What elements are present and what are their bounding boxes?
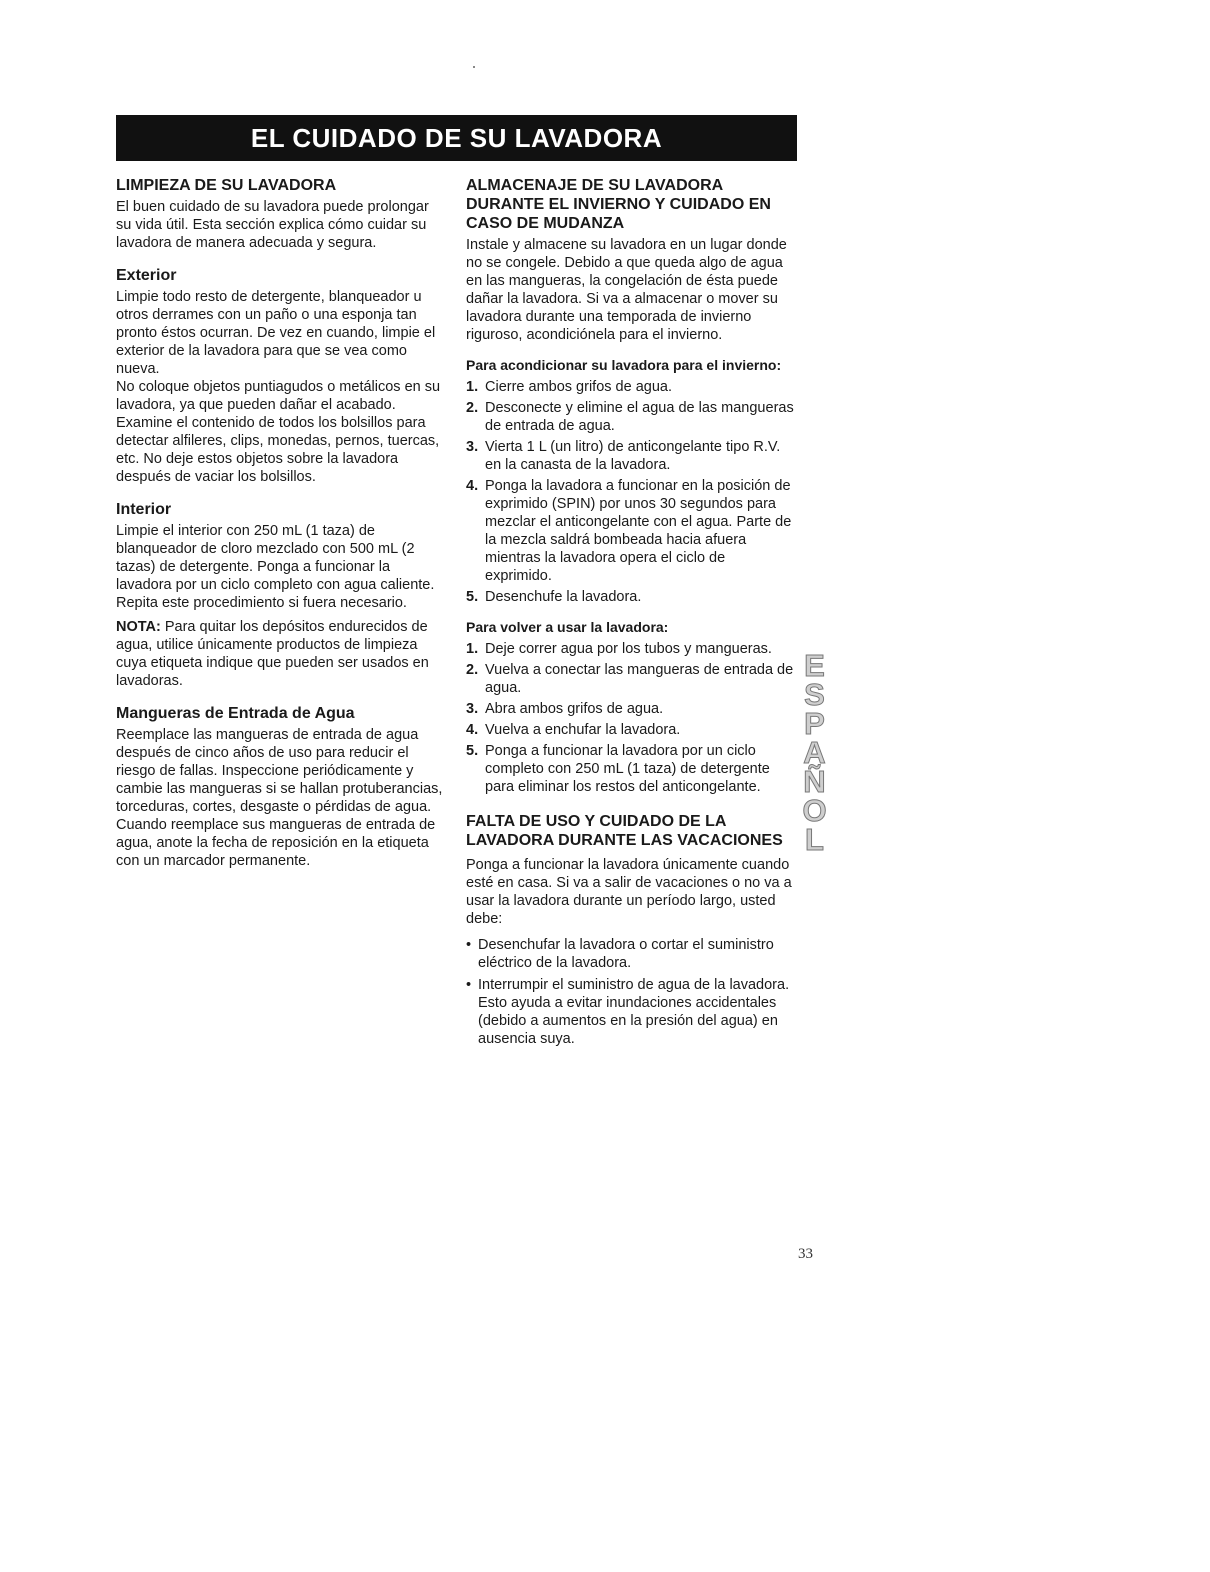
list-item <box>466 477 796 585</box>
step-text: Desconecte y elimine el agua de las mangueras de entrada de agua. <box>485 400 794 434</box>
heading-interior: Interior <box>116 501 172 518</box>
list-item <box>466 438 796 474</box>
step-number: 4. <box>466 722 479 738</box>
step-text: Deje correr agua por los tubos y mangueras. <box>485 641 772 657</box>
list-item <box>466 742 796 796</box>
bullet-icon: • <box>466 977 472 993</box>
list-item <box>466 936 796 972</box>
step-text: Cierre ambos grifos de agua. <box>485 379 672 395</box>
winter-steps-list <box>466 378 796 606</box>
heading-limpieza: LIMPIEZA DE SU LAVADORA <box>116 177 337 194</box>
step-number: 1. <box>466 641 479 657</box>
scan-speck <box>473 66 475 68</box>
text-exterior-1: Limpie todo resto de detergente, blanqueador u otros derrames con un paño o una esponja tan pronto éstos ocurran. De vez en cuando, limpie el exterior de la lavadora para que se vea como nueva. <box>116 289 436 377</box>
list-item <box>466 640 796 658</box>
nota <box>116 618 448 690</box>
step-text: Ponga a funcionar la lavadora por un ciclo completo con 250 mL (1 taza) de detergente para eliminar los restos del anticongelante. <box>485 743 770 795</box>
section-interior <box>116 500 448 690</box>
step-number: 1. <box>466 379 479 395</box>
heading-reuse: Para volver a usar la lavadora: <box>466 619 669 635</box>
text-exterior-2: No coloque objetos puntiagudos o metálicos en su lavadora, ya que pueden dañar el acabado. Examine el contenido de todos los bolsillos para detectar alfileres, clips, monedas, pernos, tuercas, etc. No deje estos objetos sobre la lavadora después de vaciar los bolsillos. <box>116 379 441 485</box>
list-item <box>466 721 796 739</box>
text-vacaciones: Ponga a funcionar la lavadora únicamente cuando esté en casa. Si va a salir de vacaciones o no va a usar la lavadora durante un período largo, usted debe: <box>466 857 792 927</box>
page-title: EL CUIDADO DE SU LAVADORA <box>116 115 797 161</box>
heading-exterior: Exterior <box>116 267 177 284</box>
list-item <box>466 378 796 396</box>
list-item <box>466 700 796 718</box>
list-item <box>466 588 796 606</box>
page-number: 33 <box>798 1246 813 1262</box>
heading-almacenaje: ALMACENAJE DE SU LAVADORA DURANTE EL INVIERNO Y CUIDADO EN CASO DE MUDANZA <box>466 177 771 232</box>
language-tab-label: ESPAÑOL <box>797 648 832 851</box>
list-item <box>466 399 796 435</box>
step-number: 2. <box>466 662 479 678</box>
vacaciones-bullets <box>466 936 796 1048</box>
list-item <box>466 976 796 1048</box>
text-mangueras: Reemplace las mangueras de entrada de agua después de cinco años de uso para reducir el riesgo de fallas. Inspeccione periódicamente y cambie las mangueras si se hallan protuberancias, torceduras, cortes, desgaste o pérdidas de agua. Cuando reemplace sus mangueras de entrada de agua, anote la fecha de reposición en la etiqueta con un marcador permanente. <box>116 727 443 869</box>
step-text: Ponga la lavadora a funcionar en la posición de exprimido (SPIN) por unos 30 segundos para mezclar el anticongelante con el agua. Parte de la mezcla saldrá bombeada hacia afuera mientras la lavadora opera el ciclo de exprimido. <box>485 478 792 584</box>
nota-text: Para quitar los depósitos endurecidos de agua, utilice únicamente productos de limpieza cuya etiqueta indique que pueden ser usados en lavadoras. <box>116 619 429 689</box>
left-column <box>116 176 448 870</box>
step-number: 3. <box>466 439 479 455</box>
reuse-steps-list <box>466 640 796 796</box>
list-item <box>466 661 796 697</box>
step-text: Vuelva a enchufar la lavadora. <box>485 722 681 738</box>
step-number: 2. <box>466 400 479 416</box>
step-text: Abra ambos grifos de agua. <box>485 701 664 717</box>
section-mangueras <box>116 704 448 870</box>
heading-winter: Para acondicionar su lavadora para el invierno: <box>466 357 782 373</box>
right-column <box>466 176 796 1052</box>
step-number: 3. <box>466 701 479 717</box>
section-limpieza <box>116 176 448 252</box>
heading-vacaciones: FALTA DE USO Y CUIDADO DE LA LAVADORA DURANTE LAS VACACIONES <box>466 813 783 849</box>
bullet-icon: • <box>466 937 472 953</box>
step-text: Vierta 1 L (un litro) de anticongelante tipo R.V. en la canasta de la lavadora. <box>485 439 781 473</box>
step-number: 5. <box>466 743 479 759</box>
step-text: Vuelva a conectar las mangueras de entrada de agua. <box>485 662 794 696</box>
bullet-text: Desenchufar la lavadora o cortar el suministro eléctrico de la lavadora. <box>478 937 774 971</box>
step-number: 4. <box>466 478 479 494</box>
bullet-text: Interrumpir el suministro de agua de la lavadora. Esto ayuda a evitar inundaciones accidentales (debido a aumentos en la presión del agua) en ausencia suya. <box>478 977 790 1047</box>
section-almacenaje <box>466 176 796 796</box>
section-vacaciones <box>466 812 796 1048</box>
step-text: Desenchufe la lavadora. <box>485 589 642 605</box>
nota-label: NOTA: <box>116 619 161 635</box>
text-limpieza: El buen cuidado de su lavadora puede prolongar su vida útil. Esta sección explica cómo cuidar su lavadora de manera adecuada y segura. <box>116 199 429 251</box>
step-number: 5. <box>466 589 479 605</box>
section-exterior <box>116 266 448 486</box>
text-interior: Limpie el interior con 250 mL (1 taza) de blanqueador de cloro mezclado con 500 mL (2 tazas) de detergente. Ponga a funcionar la lavadora por un ciclo completo con agua caliente. Repita este procedimiento si fuera necesario. <box>116 523 435 611</box>
text-almacenaje: Instale y almacene su lavadora en un lugar donde no se congele. Debido a que queda algo de agua en las mangueras, la congelación de ésta puede dañar la lavadora. Si va a almacenar o mover su lavadora durante una temporada de invierno riguroso, acondiciónela para el invierno. <box>466 237 787 343</box>
heading-mangueras: Mangueras de Entrada de Agua <box>116 705 355 722</box>
